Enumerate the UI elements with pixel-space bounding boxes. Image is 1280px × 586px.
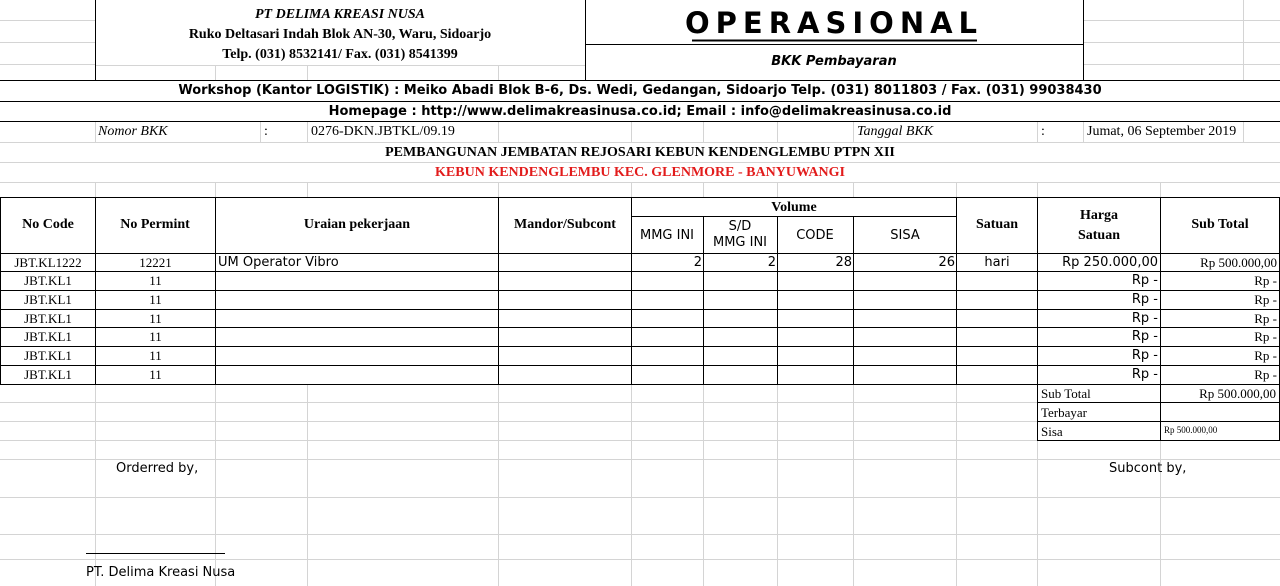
cell-harga-satuan: Rp -	[1131, 349, 1158, 363]
cell-no-permit: 11	[149, 312, 162, 326]
cell-no-permit: 11	[149, 349, 162, 363]
cell-no-code: JBT.KL1	[24, 312, 72, 326]
header-uraian: Uraian pekerjaan	[303, 217, 411, 232]
header-mmg-ini: MMG INI	[639, 228, 695, 243]
cell-subtotal: Rp -	[1254, 368, 1277, 382]
signature-company: PT. Delima Kreasi Nusa	[86, 565, 236, 580]
project-title: PEMBANGUNAN JEMBATAN REJOSARI KEBUN KENDENGLEMBU PTPN XII	[385, 145, 895, 160]
cell-subtotal: Rp 500.000,00	[1200, 256, 1277, 270]
homepage-email: Homepage : http://www.delimakreasinusa.co.id; Email : info@delimakreasinusa.co.id	[328, 104, 952, 119]
header-satuan: Satuan	[975, 217, 1019, 232]
cell-satuan: hari	[984, 256, 1010, 270]
cell-mmg-ini	[632, 349, 702, 365]
cell-harga-satuan: Rp -	[1131, 312, 1158, 326]
cell-harga-satuan: Rp -	[1131, 330, 1158, 344]
cell-code	[778, 274, 852, 290]
cell-subtotal: Rp -	[1254, 330, 1277, 344]
cell-no-code: JBT.KL1	[24, 274, 72, 288]
header-harga-line1: Harga	[1079, 208, 1119, 223]
cell-mandor	[500, 274, 630, 290]
header-sd-line2: MMG INI	[712, 235, 768, 250]
cell-sisa	[854, 330, 955, 346]
cell-no-permit: 11	[149, 330, 162, 344]
company-phone: Telp. (031) 8532141/ Fax. (031) 8541399	[222, 47, 458, 62]
cell-sisa	[854, 274, 955, 290]
cell-sisa	[854, 312, 955, 328]
cell-uraian	[218, 312, 496, 328]
header-sisa: SISA	[890, 228, 920, 243]
cell-satuan	[957, 293, 1037, 309]
cell-satuan	[957, 330, 1037, 346]
cell-satuan	[957, 368, 1037, 384]
cell-sd-mmg-ini	[704, 293, 776, 309]
cell-mmg-ini	[632, 330, 702, 346]
cell-no-code: JBT.KL1	[24, 368, 72, 382]
cell-sd-mmg-ini	[704, 274, 776, 290]
cell-uraian	[218, 368, 496, 384]
cell-mandor	[500, 349, 630, 365]
cell-satuan	[957, 312, 1037, 328]
company-address: Ruko Deltasari Indah Blok AN-30, Waru, Sidoarjo	[188, 27, 492, 42]
cell-no-permit: 11	[149, 368, 162, 382]
cell-mmg-ini	[632, 368, 702, 384]
cell-mandor	[500, 368, 630, 384]
header-subtotal: Sub Total	[1191, 217, 1249, 232]
cell-sisa: 26	[938, 256, 955, 270]
cell-sisa	[854, 349, 955, 365]
cell-harga-satuan: Rp 250.000,00	[1062, 256, 1158, 270]
cell-uraian	[218, 293, 496, 309]
cell-subtotal: Rp -	[1254, 349, 1277, 363]
cell-uraian	[218, 330, 496, 346]
cell-mmg-ini	[632, 274, 702, 290]
cell-harga-satuan: Rp -	[1131, 368, 1158, 382]
cell-sd-mmg-ini	[704, 349, 776, 365]
company-name: PT DELIMA KREASI NUSA	[255, 7, 425, 22]
cell-sd-mmg-ini	[704, 368, 776, 384]
cell-code	[778, 330, 852, 346]
cell-satuan	[957, 349, 1037, 365]
summary-terbayar-label: Terbayar	[1041, 405, 1088, 420]
cell-code	[778, 293, 852, 309]
header-code: CODE	[796, 228, 834, 243]
tanggal-bkk-label: Tanggal BKK	[857, 124, 934, 139]
cell-sisa	[854, 293, 955, 309]
ordered-by-label: Orderred by,	[116, 461, 199, 476]
summary-subtotal-label: Sub Total	[1041, 386, 1091, 401]
header-no-code: No Code	[22, 217, 74, 232]
header-no-permit: No Permint	[120, 217, 190, 232]
tanggal-bkk-value: Jumat, 06 September 2019	[1087, 124, 1237, 139]
cell-sd-mmg-ini: 2	[767, 256, 776, 270]
cell-satuan	[957, 274, 1037, 290]
cell-mandor	[500, 293, 630, 309]
cell-no-code: JBT.KL1	[24, 330, 72, 344]
cell-mmg-ini: 2	[693, 256, 702, 270]
cell-sisa	[854, 368, 955, 384]
nomor-bkk-value: 0276-DKN.JBTKL/09.19	[311, 124, 455, 139]
cell-uraian: UM Operator Vibro	[218, 256, 339, 270]
project-location: KEBUN KENDENGLEMBU KEC. GLENMORE - BANYUWANGI	[435, 165, 845, 180]
nomor-colon: :	[264, 124, 268, 139]
summary-sisa-label: Sisa	[1041, 424, 1063, 439]
cell-subtotal: Rp -	[1254, 312, 1277, 326]
cell-uraian	[218, 274, 496, 290]
cell-no-permit: 11	[149, 274, 162, 288]
cell-subtotal: Rp -	[1254, 274, 1277, 288]
header-mandor: Mandor/Subcont	[514, 217, 616, 232]
nomor-bkk-label: Nomor BKK	[98, 124, 168, 139]
document-subtitle: BKK Pembayaran	[771, 54, 897, 69]
cell-subtotal: Rp -	[1254, 293, 1277, 307]
document-title: OPERASIONAL	[684, 6, 984, 40]
cell-mmg-ini	[632, 312, 702, 328]
cell-code	[778, 349, 852, 365]
cell-no-permit: 12221	[139, 256, 172, 270]
cell-uraian	[218, 349, 496, 365]
cell-code	[778, 312, 852, 328]
cell-harga-satuan: Rp -	[1131, 274, 1158, 288]
header-sd-line1: S/D	[728, 219, 752, 234]
cell-code: 28	[835, 256, 852, 270]
header-harga-line2: Satuan	[1077, 228, 1121, 243]
cell-mandor	[500, 256, 630, 272]
cell-no-code: JBT.KL1	[24, 349, 72, 363]
cell-mandor	[500, 312, 630, 328]
cell-no-permit: 11	[149, 293, 162, 307]
tanggal-colon: :	[1041, 124, 1045, 139]
cell-no-code: JBT.KL1222	[14, 256, 82, 270]
cell-no-code: JBT.KL1	[24, 293, 72, 307]
header-volume: Volume	[771, 200, 817, 215]
cell-code	[778, 368, 852, 384]
workshop-address: Workshop (Kantor LOGISTIK) : Meiko Abadi Blok B-6, Ds. Wedi, Gedangan, Sidoarjo Telp. (031) 8011803 / Fax. (031) 99038430	[178, 83, 1102, 98]
summary-sisa-value: Rp 500.000,00	[1164, 425, 1218, 435]
cell-mmg-ini	[632, 293, 702, 309]
summary-subtotal-value: Rp 500.000,00	[1199, 386, 1276, 401]
cell-mandor	[500, 330, 630, 346]
subcont-by-label: Subcont by,	[1109, 461, 1187, 476]
cell-sd-mmg-ini	[704, 312, 776, 328]
cell-sd-mmg-ini	[704, 330, 776, 346]
cell-harga-satuan: Rp -	[1131, 293, 1158, 307]
